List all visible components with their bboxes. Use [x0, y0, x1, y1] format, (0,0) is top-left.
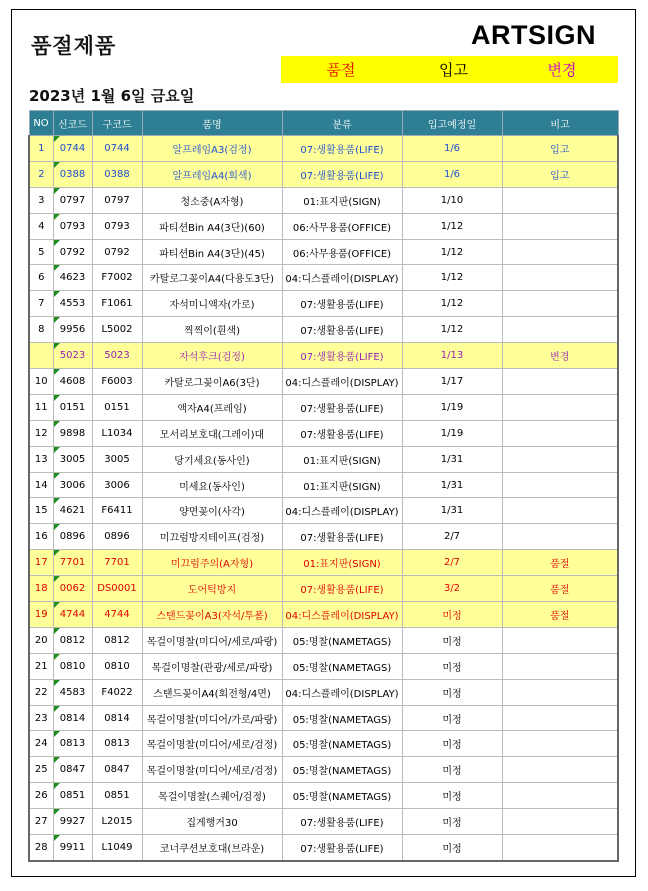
cell-category: 07:생활용품(LIFE): [282, 136, 402, 162]
cell-name: 미세요(동사인): [142, 472, 282, 498]
cell-new-code: 9911: [53, 835, 92, 861]
table-row: [29, 446, 618, 472]
cell-name: 찍찍이(흰색): [142, 317, 282, 343]
cell-note: [502, 757, 618, 783]
cell-name: 청소중(A자형): [142, 187, 282, 213]
cell-note: 품절: [502, 576, 618, 602]
cell-new-code: 4623: [53, 265, 92, 291]
cell-category: 01:표지판(SIGN): [282, 550, 402, 576]
cell-category: 06:사무용품(OFFICE): [282, 239, 402, 265]
cell-name: 스탠드꽂이A4(회전형/4면): [142, 679, 282, 705]
cell-new-code: 0847: [53, 757, 92, 783]
cell-old-code: 0851: [92, 783, 142, 809]
cell-category: 07:생활용품(LIFE): [282, 835, 402, 861]
cell-eta: 1/12: [402, 213, 502, 239]
cell-no: 5: [29, 239, 53, 265]
cell-new-code: 0810: [53, 653, 92, 679]
cell-new-code: 4621: [53, 498, 92, 524]
cell-eta: 미정: [402, 602, 502, 628]
cell-name: 목걸이명찰(미디어/가로/파랑): [142, 705, 282, 731]
table-row: [29, 317, 618, 343]
cell-name: 코너쿠션보호대(브라운): [142, 835, 282, 861]
cell-no: 12: [29, 420, 53, 446]
table-row: [29, 161, 618, 187]
cell-no: 25: [29, 757, 53, 783]
cell-category: 04:디스플레이(DISPLAY): [282, 679, 402, 705]
cell-name: 카탈로그꽂이A4(다용도3단): [142, 265, 282, 291]
cell-old-code: 0813: [92, 731, 142, 757]
cell-category: 07:생활용품(LIFE): [282, 291, 402, 317]
cell-name: 미끄럼주의(A자형): [142, 550, 282, 576]
cell-no: 3: [29, 187, 53, 213]
cell-eta: 미정: [402, 705, 502, 731]
cell-note: [502, 317, 618, 343]
cell-note: [502, 705, 618, 731]
cell-eta: 1/17: [402, 369, 502, 395]
table-header-row: [29, 111, 618, 136]
cell-new-code: 3005: [53, 446, 92, 472]
cell-category: 04:디스플레이(DISPLAY): [282, 602, 402, 628]
cell-category: 07:생활용품(LIFE): [282, 394, 402, 420]
cell-new-code: 0812: [53, 627, 92, 653]
cell-note: [502, 472, 618, 498]
cell-eta: 1/12: [402, 265, 502, 291]
cell-note: [502, 187, 618, 213]
cell-no: 27: [29, 809, 53, 835]
legend-sold-out: 품절: [326, 61, 356, 79]
cell-eta: 1/19: [402, 420, 502, 446]
cell-no: 13: [29, 446, 53, 472]
table-row: [29, 213, 618, 239]
cell-old-code: F6411: [92, 498, 142, 524]
cell-new-code: 0388: [53, 161, 92, 187]
cell-category: 05:명찰(NAMETAGS): [282, 731, 402, 757]
cell-new-code: 0814: [53, 705, 92, 731]
cell-no: 15: [29, 498, 53, 524]
cell-category: 01:표지판(SIGN): [282, 446, 402, 472]
cell-eta: 1/6: [402, 161, 502, 187]
cell-old-code: 4744: [92, 602, 142, 628]
cell-category: 05:명찰(NAMETAGS): [282, 705, 402, 731]
cell-eta: 미정: [402, 627, 502, 653]
cell-name: 목걸이명찰(미디어/세로/검정): [142, 731, 282, 757]
cell-no: 26: [29, 783, 53, 809]
cell-eta: 미정: [402, 653, 502, 679]
cell-name: 자석미니액자(가로): [142, 291, 282, 317]
cell-note: [502, 627, 618, 653]
cell-old-code: 3006: [92, 472, 142, 498]
cell-old-code: L1034: [92, 420, 142, 446]
cell-note: 품절: [502, 602, 618, 628]
cell-note: 입고: [502, 161, 618, 187]
cell-new-code: 9927: [53, 809, 92, 835]
cell-name: 목걸이명찰(스퀘어/검정): [142, 783, 282, 809]
cell-old-code: 0793: [92, 213, 142, 239]
table-row: [29, 783, 618, 809]
cell-new-code: 4608: [53, 369, 92, 395]
cell-category: 06:사무용품(OFFICE): [282, 213, 402, 239]
cell-name: 스탠드꽂이A3(자석/투폼): [142, 602, 282, 628]
cell-note: 입고: [502, 136, 618, 162]
cell-category: 07:생활용품(LIFE): [282, 809, 402, 835]
cell-name: 파티션Bin A4(3단)(60): [142, 213, 282, 239]
col-header-no: NO: [29, 111, 53, 136]
cell-new-code: 0896: [53, 524, 92, 550]
cell-old-code: 7701: [92, 550, 142, 576]
cell-note: [502, 394, 618, 420]
cell-eta: 미정: [402, 835, 502, 861]
cell-no: 10: [29, 369, 53, 395]
cell-name: 파티션Bin A4(3단)(45): [142, 239, 282, 265]
legend-changed: 변경: [547, 61, 577, 79]
col-header-new-code: 신코드: [53, 111, 92, 136]
table-row: [29, 524, 618, 550]
cell-old-code: 0797: [92, 187, 142, 213]
cell-old-code: F1061: [92, 291, 142, 317]
cell-category: 04:디스플레이(DISPLAY): [282, 265, 402, 291]
cell-new-code: 9956: [53, 317, 92, 343]
cell-new-code: 0793: [53, 213, 92, 239]
cell-category: 05:명찰(NAMETAGS): [282, 783, 402, 809]
table-row: [29, 498, 618, 524]
cell-old-code: 0792: [92, 239, 142, 265]
cell-note: 품절: [502, 550, 618, 576]
cell-eta: 1/12: [402, 317, 502, 343]
cell-old-code: 0744: [92, 136, 142, 162]
cell-old-code: L5002: [92, 317, 142, 343]
cell-no: 18: [29, 576, 53, 602]
table-row: [29, 576, 618, 602]
cell-name: 집게행거30: [142, 809, 282, 835]
cell-no: 20: [29, 627, 53, 653]
cell-name: 당기세요(동사인): [142, 446, 282, 472]
page-title: 품절제품: [31, 34, 117, 58]
cell-new-code: 0151: [53, 394, 92, 420]
cell-category: 05:명찰(NAMETAGS): [282, 757, 402, 783]
cell-old-code: 0388: [92, 161, 142, 187]
table-row: [29, 291, 618, 317]
brand-logo: ARTSIGN: [471, 20, 596, 50]
cell-eta: 미정: [402, 679, 502, 705]
cell-note: [502, 653, 618, 679]
cell-note: [502, 291, 618, 317]
cell-category: 07:생활용품(LIFE): [282, 524, 402, 550]
cell-no: 19: [29, 602, 53, 628]
cell-name: 알프레임A3(검정): [142, 136, 282, 162]
table-row: [29, 369, 618, 395]
cell-name: 목걸이명찰(미디어/세로/파랑): [142, 627, 282, 653]
table-row: [29, 343, 618, 369]
table-row: [29, 809, 618, 835]
table-row: [29, 705, 618, 731]
cell-eta: 미정: [402, 731, 502, 757]
cell-new-code: 4744: [53, 602, 92, 628]
cell-note: [502, 420, 618, 446]
cell-old-code: 5023: [92, 343, 142, 369]
col-header-eta: 입고예정일: [402, 111, 502, 136]
cell-eta: 1/6: [402, 136, 502, 162]
cell-old-code: DS0001: [92, 576, 142, 602]
cell-category: 07:생활용품(LIFE): [282, 576, 402, 602]
cell-note: [502, 239, 618, 265]
table-row: [29, 757, 618, 783]
cell-category: 07:생활용품(LIFE): [282, 161, 402, 187]
cell-name: 액자A4(프레임): [142, 394, 282, 420]
cell-new-code: 0744: [53, 136, 92, 162]
table-row: [29, 627, 618, 653]
table-row: [29, 550, 618, 576]
cell-new-code: 0851: [53, 783, 92, 809]
cell-eta: 1/10: [402, 187, 502, 213]
legend-incoming: 입고: [439, 61, 468, 79]
cell-no: 17: [29, 550, 53, 576]
cell-eta: 미정: [402, 757, 502, 783]
cell-eta: 3/2: [402, 576, 502, 602]
cell-no: 21: [29, 653, 53, 679]
cell-name: 목걸이명찰(미디어/세로/검정): [142, 757, 282, 783]
cell-category: 04:디스플레이(DISPLAY): [282, 369, 402, 395]
col-header-note: 비고: [502, 111, 618, 136]
cell-old-code: 0151: [92, 394, 142, 420]
table-row: [29, 835, 618, 861]
cell-category: 01:표지판(SIGN): [282, 187, 402, 213]
cell-no: [29, 343, 53, 369]
cell-note: [502, 265, 618, 291]
cell-no: 23: [29, 705, 53, 731]
table-row: [29, 602, 618, 628]
cell-old-code: 0812: [92, 627, 142, 653]
cell-old-code: 0847: [92, 757, 142, 783]
table-row: [29, 265, 618, 291]
cell-note: 변경: [502, 343, 618, 369]
cell-old-code: 0810: [92, 653, 142, 679]
cell-note: [502, 783, 618, 809]
cell-new-code: 7701: [53, 550, 92, 576]
cell-new-code: 9898: [53, 420, 92, 446]
cell-note: [502, 524, 618, 550]
cell-old-code: F7002: [92, 265, 142, 291]
cell-old-code: 0896: [92, 524, 142, 550]
cell-category: 05:명찰(NAMETAGS): [282, 627, 402, 653]
cell-old-code: 3005: [92, 446, 142, 472]
cell-no: 2: [29, 161, 53, 187]
cell-old-code: L2015: [92, 809, 142, 835]
table-row: [29, 187, 618, 213]
cell-note: [502, 679, 618, 705]
cell-new-code: 0062: [53, 576, 92, 602]
cell-old-code: F6003: [92, 369, 142, 395]
cell-old-code: L1049: [92, 835, 142, 861]
cell-no: 4: [29, 213, 53, 239]
cell-new-code: 5023: [53, 343, 92, 369]
cell-no: 8: [29, 317, 53, 343]
cell-no: 7: [29, 291, 53, 317]
cell-no: 6: [29, 265, 53, 291]
cell-eta: 1/31: [402, 446, 502, 472]
col-header-name: 품명: [142, 111, 282, 136]
col-header-old-code: 구코드: [92, 111, 142, 136]
cell-new-code: 0797: [53, 187, 92, 213]
cell-note: [502, 213, 618, 239]
cell-category: 07:생활용품(LIFE): [282, 420, 402, 446]
cell-new-code: 3006: [53, 472, 92, 498]
cell-new-code: 0813: [53, 731, 92, 757]
cell-name: 도어턱방지: [142, 576, 282, 602]
cell-old-code: 0814: [92, 705, 142, 731]
cell-eta: 2/7: [402, 550, 502, 576]
cell-no: 28: [29, 835, 53, 861]
cell-eta: 1/19: [402, 394, 502, 420]
table-row: [29, 731, 618, 757]
cell-eta: 미정: [402, 783, 502, 809]
cell-name: 알프레임A4(회색): [142, 161, 282, 187]
cell-eta: 1/31: [402, 498, 502, 524]
table-row: [29, 472, 618, 498]
table-row: [29, 420, 618, 446]
cell-category: 05:명찰(NAMETAGS): [282, 653, 402, 679]
cell-category: 07:생활용품(LIFE): [282, 343, 402, 369]
cell-note: [502, 809, 618, 835]
cell-no: 11: [29, 394, 53, 420]
table-row: [29, 653, 618, 679]
cell-name: 카탈로그꽂이A6(3단): [142, 369, 282, 395]
cell-no: 24: [29, 731, 53, 757]
cell-name: 자석후크(검정): [142, 343, 282, 369]
cell-no: 16: [29, 524, 53, 550]
cell-eta: 2/7: [402, 524, 502, 550]
cell-category: 07:생활용품(LIFE): [282, 317, 402, 343]
cell-note: [502, 731, 618, 757]
cell-note: [502, 835, 618, 861]
table-row: [29, 679, 618, 705]
cell-name: 양면꽂이(사각): [142, 498, 282, 524]
cell-category: 01:표지판(SIGN): [282, 472, 402, 498]
cell-category: 04:디스플레이(DISPLAY): [282, 498, 402, 524]
cell-name: 목걸이명찰(관광/세로/파랑): [142, 653, 282, 679]
table-row: [29, 394, 618, 420]
cell-eta: 1/12: [402, 291, 502, 317]
report-date: 2023년 1월 6일 금요일: [29, 87, 195, 105]
cell-no: 22: [29, 679, 53, 705]
table-row: [29, 239, 618, 265]
cell-no: 14: [29, 472, 53, 498]
cell-no: 1: [29, 136, 53, 162]
cell-note: [502, 446, 618, 472]
cell-eta: 1/13: [402, 343, 502, 369]
status-legend: [281, 56, 618, 83]
cell-new-code: 4553: [53, 291, 92, 317]
soldout-table: [28, 110, 619, 862]
cell-name: 모서리보호대(그레이)대: [142, 420, 282, 446]
cell-old-code: F4022: [92, 679, 142, 705]
table-row: [29, 136, 618, 162]
cell-eta: 1/12: [402, 239, 502, 265]
cell-new-code: 4583: [53, 679, 92, 705]
cell-name: 미끄럼방지테이프(검정): [142, 524, 282, 550]
cell-note: [502, 498, 618, 524]
cell-new-code: 0792: [53, 239, 92, 265]
cell-note: [502, 369, 618, 395]
col-header-category: 분류: [282, 111, 402, 136]
cell-eta: 미정: [402, 809, 502, 835]
cell-eta: 1/31: [402, 472, 502, 498]
